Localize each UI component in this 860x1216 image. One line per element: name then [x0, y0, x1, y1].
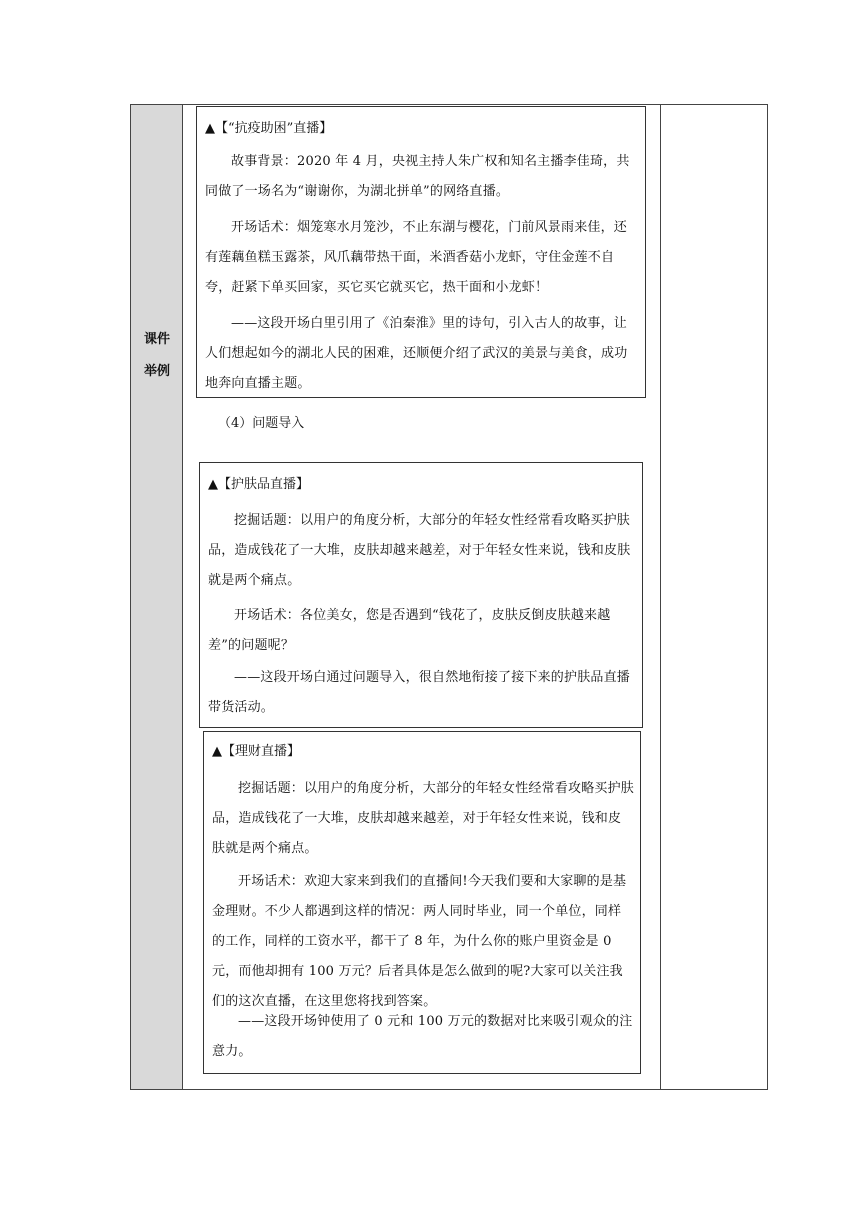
right-column-divider [660, 105, 661, 1089]
topic-mining-paragraph: 挖掘话题：以用户的角度分析，大部分的年轻女性经常看攻略买护肤品，造成钱花了一大堆，皮肤却越来越差，对于年轻女性来说，钱和皮肤就是两个痛点。 [208, 513, 631, 588]
example-box-anti-epidemic [196, 106, 646, 398]
box-title: ▲【护肤品直播】 [208, 477, 309, 492]
side-label-line2: 举例 [143, 364, 170, 379]
side-label-line1: 课件 [143, 332, 170, 347]
topic-mining-paragraph: 挖掘话题：以用户的角度分析，大部分的年轻女性经常看攻略买护肤品，造成钱花了一大堆，皮肤却越来越差，对于年轻女性来说，钱和皮肤就是两个痛点。 [212, 781, 635, 856]
example-box-finance [203, 731, 641, 1074]
commentary-paragraph: ——这段开场白里引用了《泊秦淮》里的诗句，引入古人的故事，让人们想起如今的湖北人民的困难，还顺便介绍了武汉的美景与美食，成功地奔向直播主题。 [205, 316, 628, 391]
opening-script-paragraph: 开场话术：欢迎大家来到我们的直播间!今天我们要和大家聊的是基金理财。不少人都遇到这样的情况：两人同时毕业，同一个单位，同样的工作，同样的工资水平，都干了 8 年，为什么你的账户里资金是 0 元，而他却拥有 100 万元？后者具体是怎么做到的呢?大家可以关注我们的这次直播，在这里您将找到答案。 [212, 874, 627, 1009]
opening-script-paragraph: 开场话术：烟笼寒水月笼沙，不止东湖与樱花，门前风景雨来佳，还有莲藕鱼糕玉露茶，风爪藕带热干面，米酒香菇小龙虾，守住金莲不自夸，赶紧下单买回家，买它买它就买它，热干面和小龙虾！ [205, 220, 628, 295]
example-box-skincare [199, 462, 643, 728]
box-title: ▲【“抗疫助困”直播】 [205, 121, 333, 136]
label-column [131, 105, 183, 1089]
commentary-paragraph: ——这段开场白通过问题导入，很自然地衔接了接下来的护肤品直播带货活动。 [208, 670, 631, 715]
opening-script-paragraph: 开场话术：各位美女，您是否遇到“钱花了，皮肤反倒皮肤越来越差”的问题呢？ [208, 608, 611, 653]
section-heading-question-intro: （4）问题导入 [218, 416, 305, 431]
story-background-paragraph: 故事背景：2020 年 4 月，央视主持人朱广权和知名主播李佳琦，共同做了一场名为“谢谢你，为湖北拼单”的网络直播。 [205, 154, 630, 199]
box-title: ▲【理财直播】 [212, 744, 300, 759]
commentary-paragraph: ——这段开场钟使用了 0 元和 100 万元的数据对比来吸引观众的注意力。 [212, 1014, 633, 1059]
